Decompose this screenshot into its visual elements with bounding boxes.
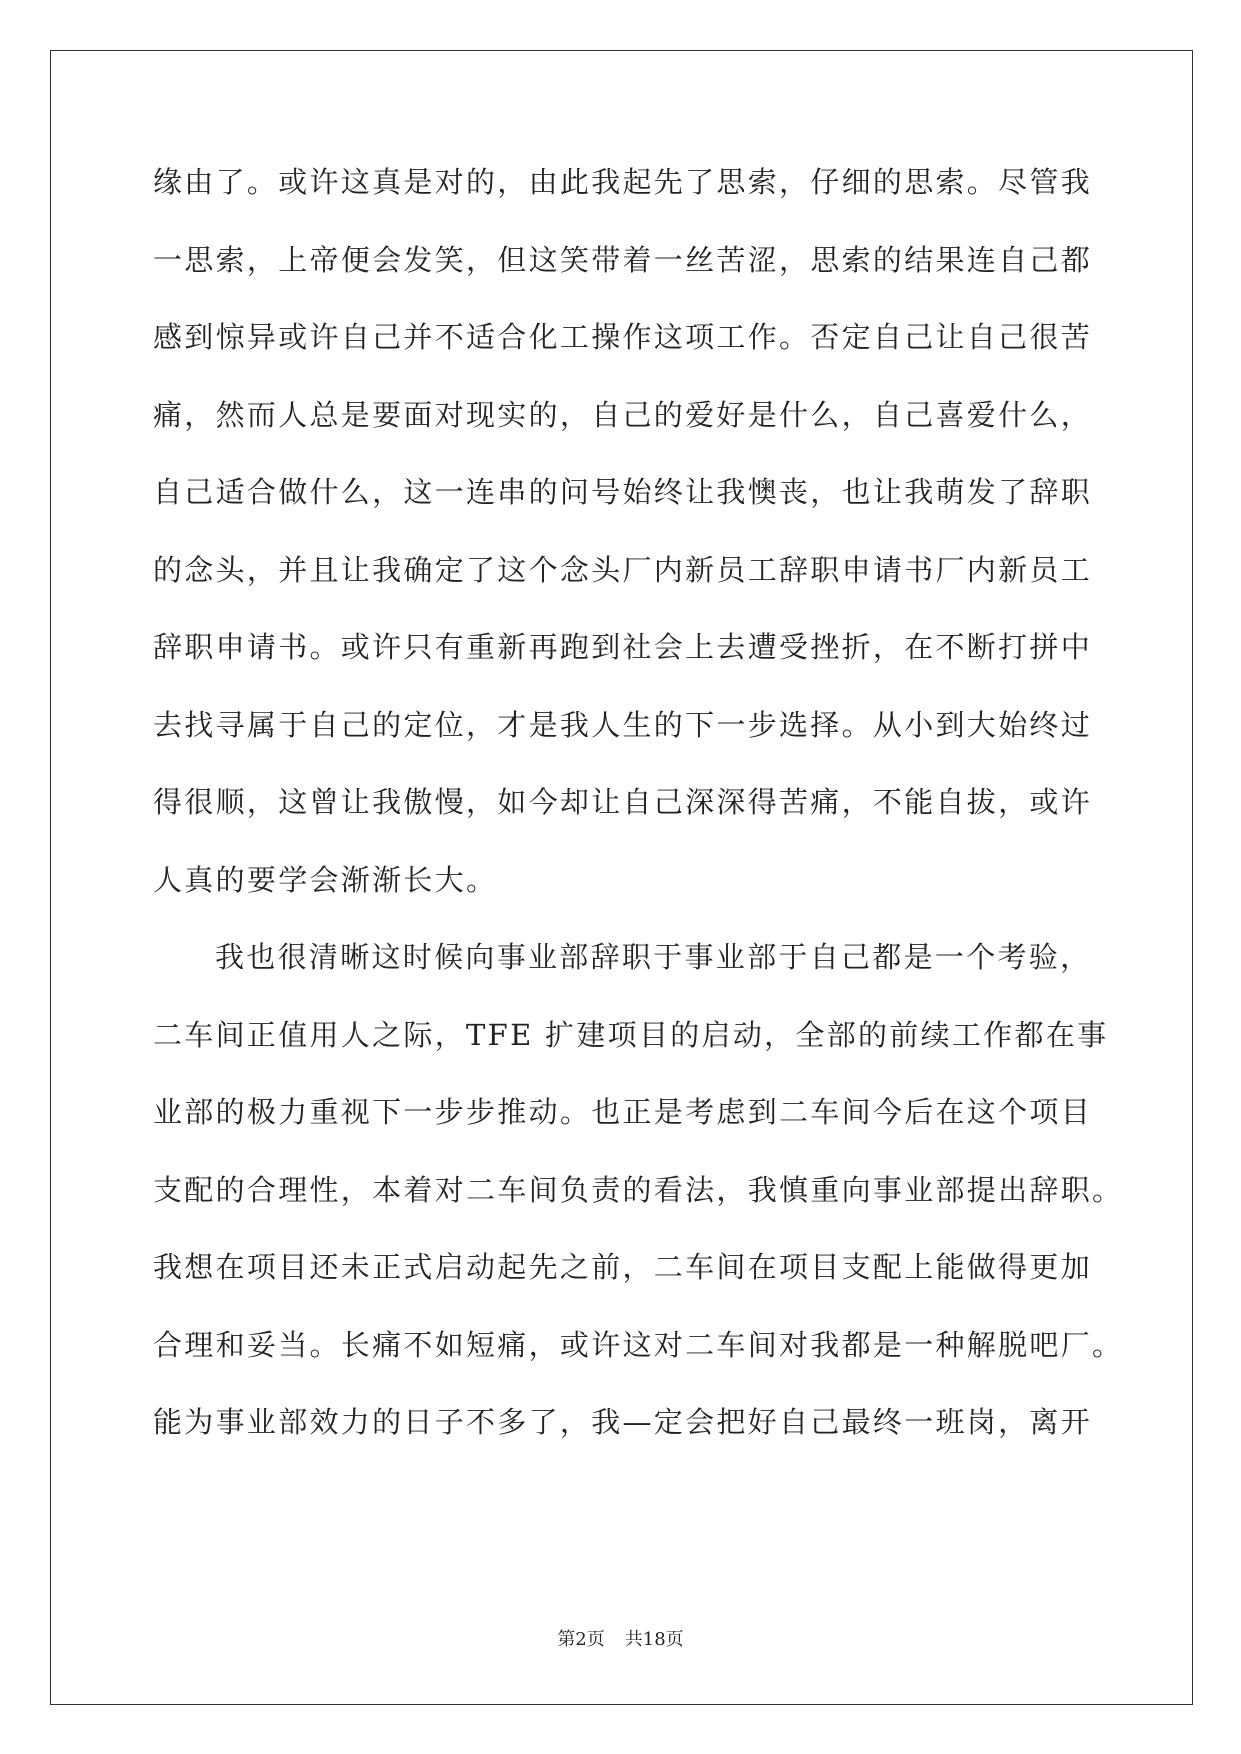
text-line: 缘由了。或许这真是对的，由此我起先了思索，仔细的思索。尽管我 (153, 165, 1093, 199)
text-line: 一思索，上帝便会发笑，但这笑带着一丝苦涩，思索的结果连自己都 (153, 242, 1093, 277)
text-line: 合理和妥当。长痛不如短痛，或许这对二车间对我都是一种解脱吧厂。 (153, 1327, 1124, 1362)
text-line: 我想在项目还未正式启动起先之前，二车间在项目支配上能做得更加 (153, 1250, 1093, 1284)
text-line: 自己适合做什么，这一连串的问号始终让我懊丧，也让我萌发了辞职 (153, 475, 1093, 509)
text-line: 痛，然而人总是要面对现实的，自己的爱好是什么，自己喜爱什么， (153, 397, 1093, 432)
paragraph-start-line: 我也很清晰这时候向事业部辞职于事业部于自己都是一个考验， (215, 940, 1092, 974)
page-number-current: 第2页 (557, 1629, 605, 1650)
page-footer (0, 1628, 1241, 1652)
text-line: 能为事业部效力的日子不多了，我—定会把好自己最终一班岗，离开 (153, 1405, 1093, 1439)
text-line: 人真的要学会渐渐长大。 (153, 862, 498, 897)
text-line: 的念头，并且让我确定了这个念头厂内新员工辞职申请书厂内新员工 (153, 552, 1093, 587)
text-line: 感到惊异或许自己并不适合化工操作这项工作。否定自己让自己很苦 (153, 320, 1093, 354)
text-line: 辞职申请书。或许只有重新再跑到社会上去遭受挫折，在不断打拼中 (153, 630, 1093, 664)
text-line: 业部的极力重视下一步步推动。也正是考虑到二车间今后在这个项目 (153, 1095, 1093, 1129)
text-line: 去找寻属于自己的定位，才是我人生的下一步选择。从小到大始终过 (153, 707, 1093, 742)
text-line: 二车间正值用人之际，TFE 扩建项目的启动，全部的前续工作都在事 (153, 1017, 1109, 1052)
text-line: 支配的合理性，本着对二车间负责的看法，我慎重向事业部提出辞职。 (153, 1172, 1124, 1207)
text-line: 得很顺，这曾让我傲慢，如今却让自己深深得苦痛，不能自拔，或许 (153, 785, 1093, 819)
document-body (153, 162, 1124, 1480)
page-number-total: 共18页 (624, 1629, 684, 1650)
